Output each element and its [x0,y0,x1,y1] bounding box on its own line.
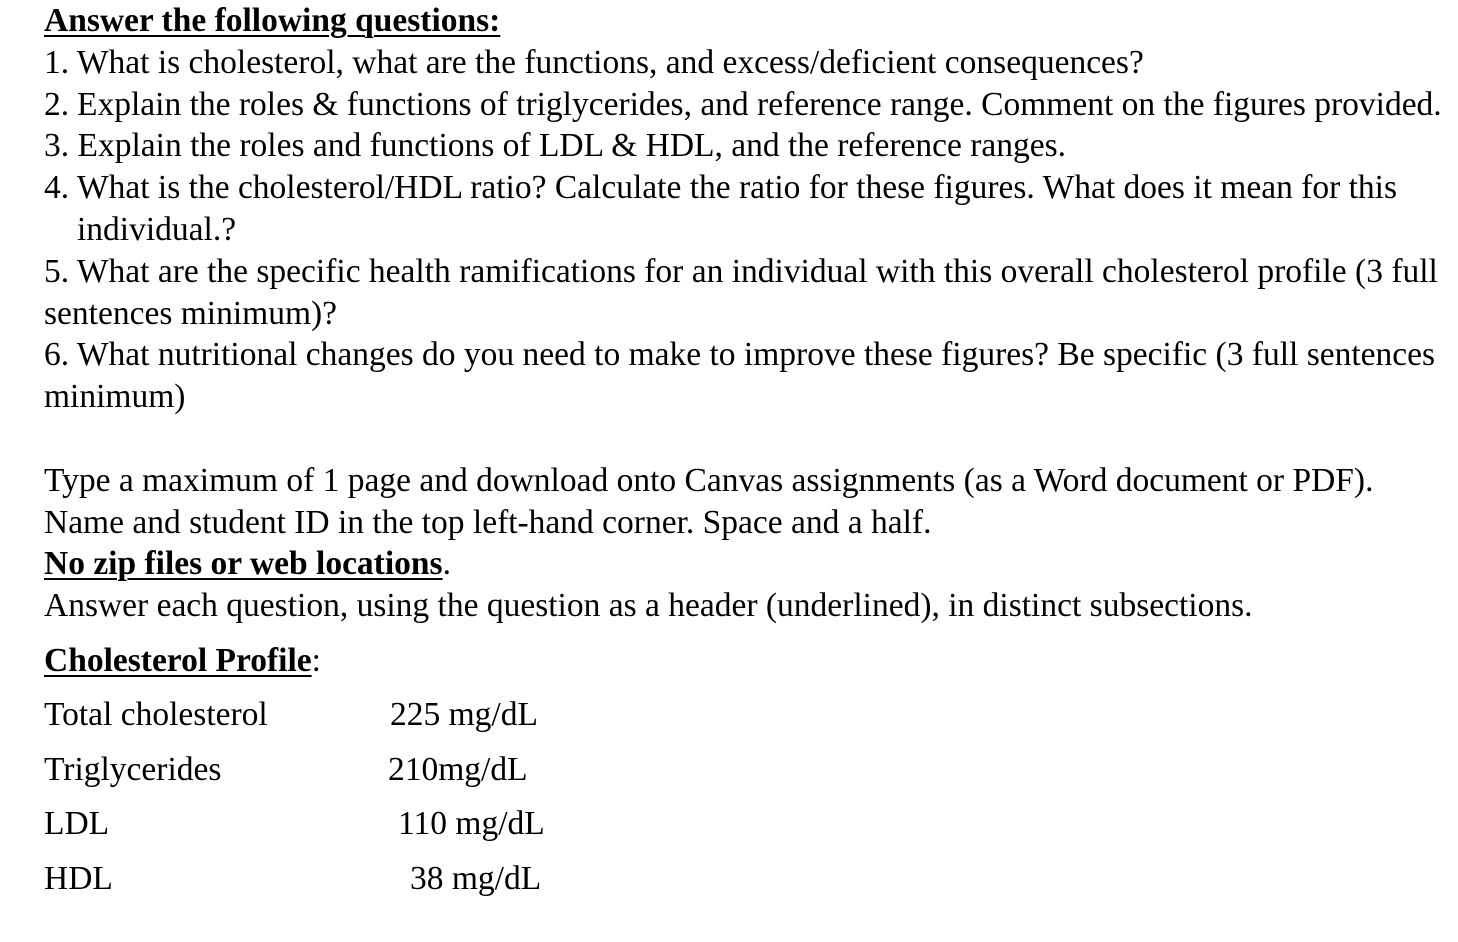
profile-label: HDL [44,860,113,898]
question-1-text: What is cholesterol, what are the functions, and excess/deficient consequences? [76,43,1144,81]
questions-heading: Answer the following questions: [44,2,501,39]
question-1-number: 1. [44,43,70,81]
profile-row-triglycerides [44,750,1444,805]
question-2-text: Explain the roles & functions of triglycerides, and reference range. Comment on the figures provided. [77,85,1442,123]
question-6 [44,334,1444,418]
question-4-number: 4. [44,169,70,207]
question-5 [44,251,1444,335]
format-instructions: Answer each question, using the question as a header (underlined), in distinct subsections. [44,587,1253,625]
cholesterol-profile-table [44,695,1444,914]
question-2-number: 2. [44,85,70,123]
profile-value: 210mg/dL [388,750,528,788]
no-zip-text: No zip files or web locations [44,545,443,583]
assignment-document [44,0,1444,914]
profile-row-ldl [44,804,1444,859]
profile-value: 38 mg/dL [410,860,542,898]
question-2 [44,84,1444,126]
question-6-number: 6. [44,336,70,374]
question-4-text: What is the cholesterol/HDL ratio? Calculate the ratio for these figures. What does it mean for this individual.? [77,169,1398,248]
profile-heading [44,639,1444,683]
no-zip-notice [44,543,1444,585]
submission-instructions: Type a maximum of 1 page and download onto Canvas assignments (as a Word document or PDF). Name and student ID in the top left-hand corner. Space and a half. [44,461,1374,541]
question-3-text: Explain the roles and functions of LDL & HDL, and the reference ranges. [77,127,1067,165]
question-5-number: 5. [44,252,70,290]
question-6-text: What nutritional changes do you need to make to improve these figures? Be specific (3 full sentences minimum) [44,336,1436,416]
blank-line [44,418,1444,460]
question-3 [44,125,1444,167]
profile-label: Total cholesterol [44,695,268,733]
question-list [44,42,1444,418]
question-4 [44,167,1444,251]
question-3-number: 3. [44,127,70,165]
question-5-text: What are the specific health ramifications for an individual with this overall cholesterol profile (3 full sentences minimum)? [44,252,1438,332]
no-zip-punct: . [442,545,451,583]
profile-label: LDL [44,805,110,843]
profile-label: Triglycerides [44,750,222,788]
question-1 [44,42,1444,84]
profile-row-hdl [44,859,1444,914]
profile-value: 110 mg/dL [398,805,545,843]
profile-value: 225 mg/dL [390,695,538,733]
profile-row-total-cholesterol [44,695,1444,750]
profile-heading-text: Cholesterol Profile [44,641,312,679]
profile-heading-punct: : [311,641,321,679]
